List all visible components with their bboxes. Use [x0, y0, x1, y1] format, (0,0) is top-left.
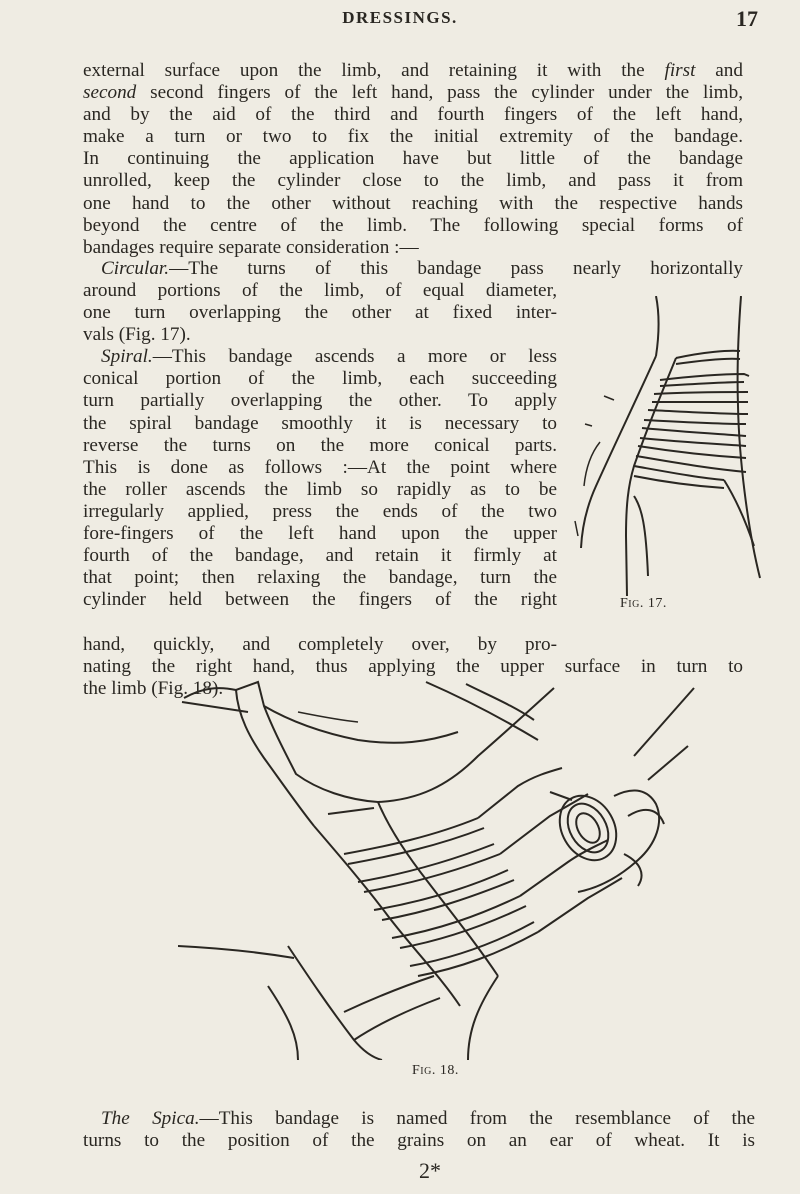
text-line: one turn overlapping the other at fixed inter- [83, 302, 557, 324]
text-line: turns to the position of the grains on an ear of wheat. It is [83, 1130, 755, 1152]
text-line: cylinder held between the fingers of the right [83, 589, 557, 611]
page-header [0, 8, 800, 38]
text-line: beyond the centre of the limb. The following special forms of [83, 214, 743, 236]
text-line: the spiral bandage smoothly it is necessary to [83, 412, 557, 434]
figure-18-caption: Fig. 18. [412, 1063, 459, 1078]
text-line: hand, quickly, and completely over, by pro- [83, 634, 557, 655]
text-line: around portions of the limb, of equal diameter, [83, 280, 557, 301]
figure-17-illustration [564, 296, 764, 596]
text-line: conical portion of the limb, each succeeding [83, 368, 557, 390]
page-number: 17 [736, 6, 758, 31]
text-line: reverse the turns on the more conical parts. [83, 434, 557, 456]
text-line: one hand to the other without reaching with the respective hands [83, 192, 743, 214]
text-line: In continuing the application have but little of the bandage [83, 148, 743, 170]
section-title-spica: The Spica. [101, 1108, 200, 1129]
text-line: make a turn or two to fix the initial extremity of the bandage. [83, 126, 743, 148]
text-line: that point; then relaxing the bandage, turn the [83, 567, 557, 589]
paragraph-circular [83, 258, 743, 280]
text-line: irregularly applied, press the ends of the two [83, 500, 557, 522]
text-line: fore-fingers of the left hand upon the upper [83, 523, 557, 545]
text-line: nating the right hand, thus applying the upper surface in turn to [83, 656, 743, 678]
running-head: DRESSINGS. [342, 8, 458, 27]
text-line: Circular.—The turns of this bandage pass nearly horizontally [101, 258, 743, 279]
text-line: This is done as follows :—At the point where [83, 456, 557, 478]
signature-mark: 2* [419, 1158, 441, 1183]
text-line: bandages require separate consideration :— [83, 236, 419, 258]
text-line: vals (Fig. 17). [83, 324, 191, 346]
figure-17-caption: Fig. 17. [620, 596, 667, 611]
text-line: fourth of the bandage, and retain it firmly at [83, 545, 557, 567]
section-title-circular: Circular. [101, 258, 170, 279]
paragraph-spica [83, 1108, 755, 1152]
text-line: the roller ascends the limb so rapidly as to be [83, 478, 557, 500]
text-line: the limb (Fig. 18). [83, 678, 224, 700]
text-line: and by the aid of the third and fourth fingers of the left hand, [83, 104, 743, 126]
section-title-spiral: Spiral. [101, 346, 153, 368]
text-line: second second fingers of the left hand, pass the cylinder under the limb, [83, 82, 744, 104]
wrapped-column [83, 280, 557, 611]
text-line: The Spica.—This bandage is named from the resemblance of the [101, 1108, 755, 1129]
text-line: unrolled, keep the cylinder close to the limb, and pass it from [83, 170, 743, 192]
text-line: Spiral.—This bandage ascends a more or less [101, 346, 557, 368]
paragraph-intro [83, 60, 743, 259]
text-line: turn partially overlapping the other. To apply [83, 390, 557, 412]
text-line: external surface upon the limb, and retaining it with the first and [83, 60, 743, 81]
figure-18-illustration [178, 676, 698, 1060]
